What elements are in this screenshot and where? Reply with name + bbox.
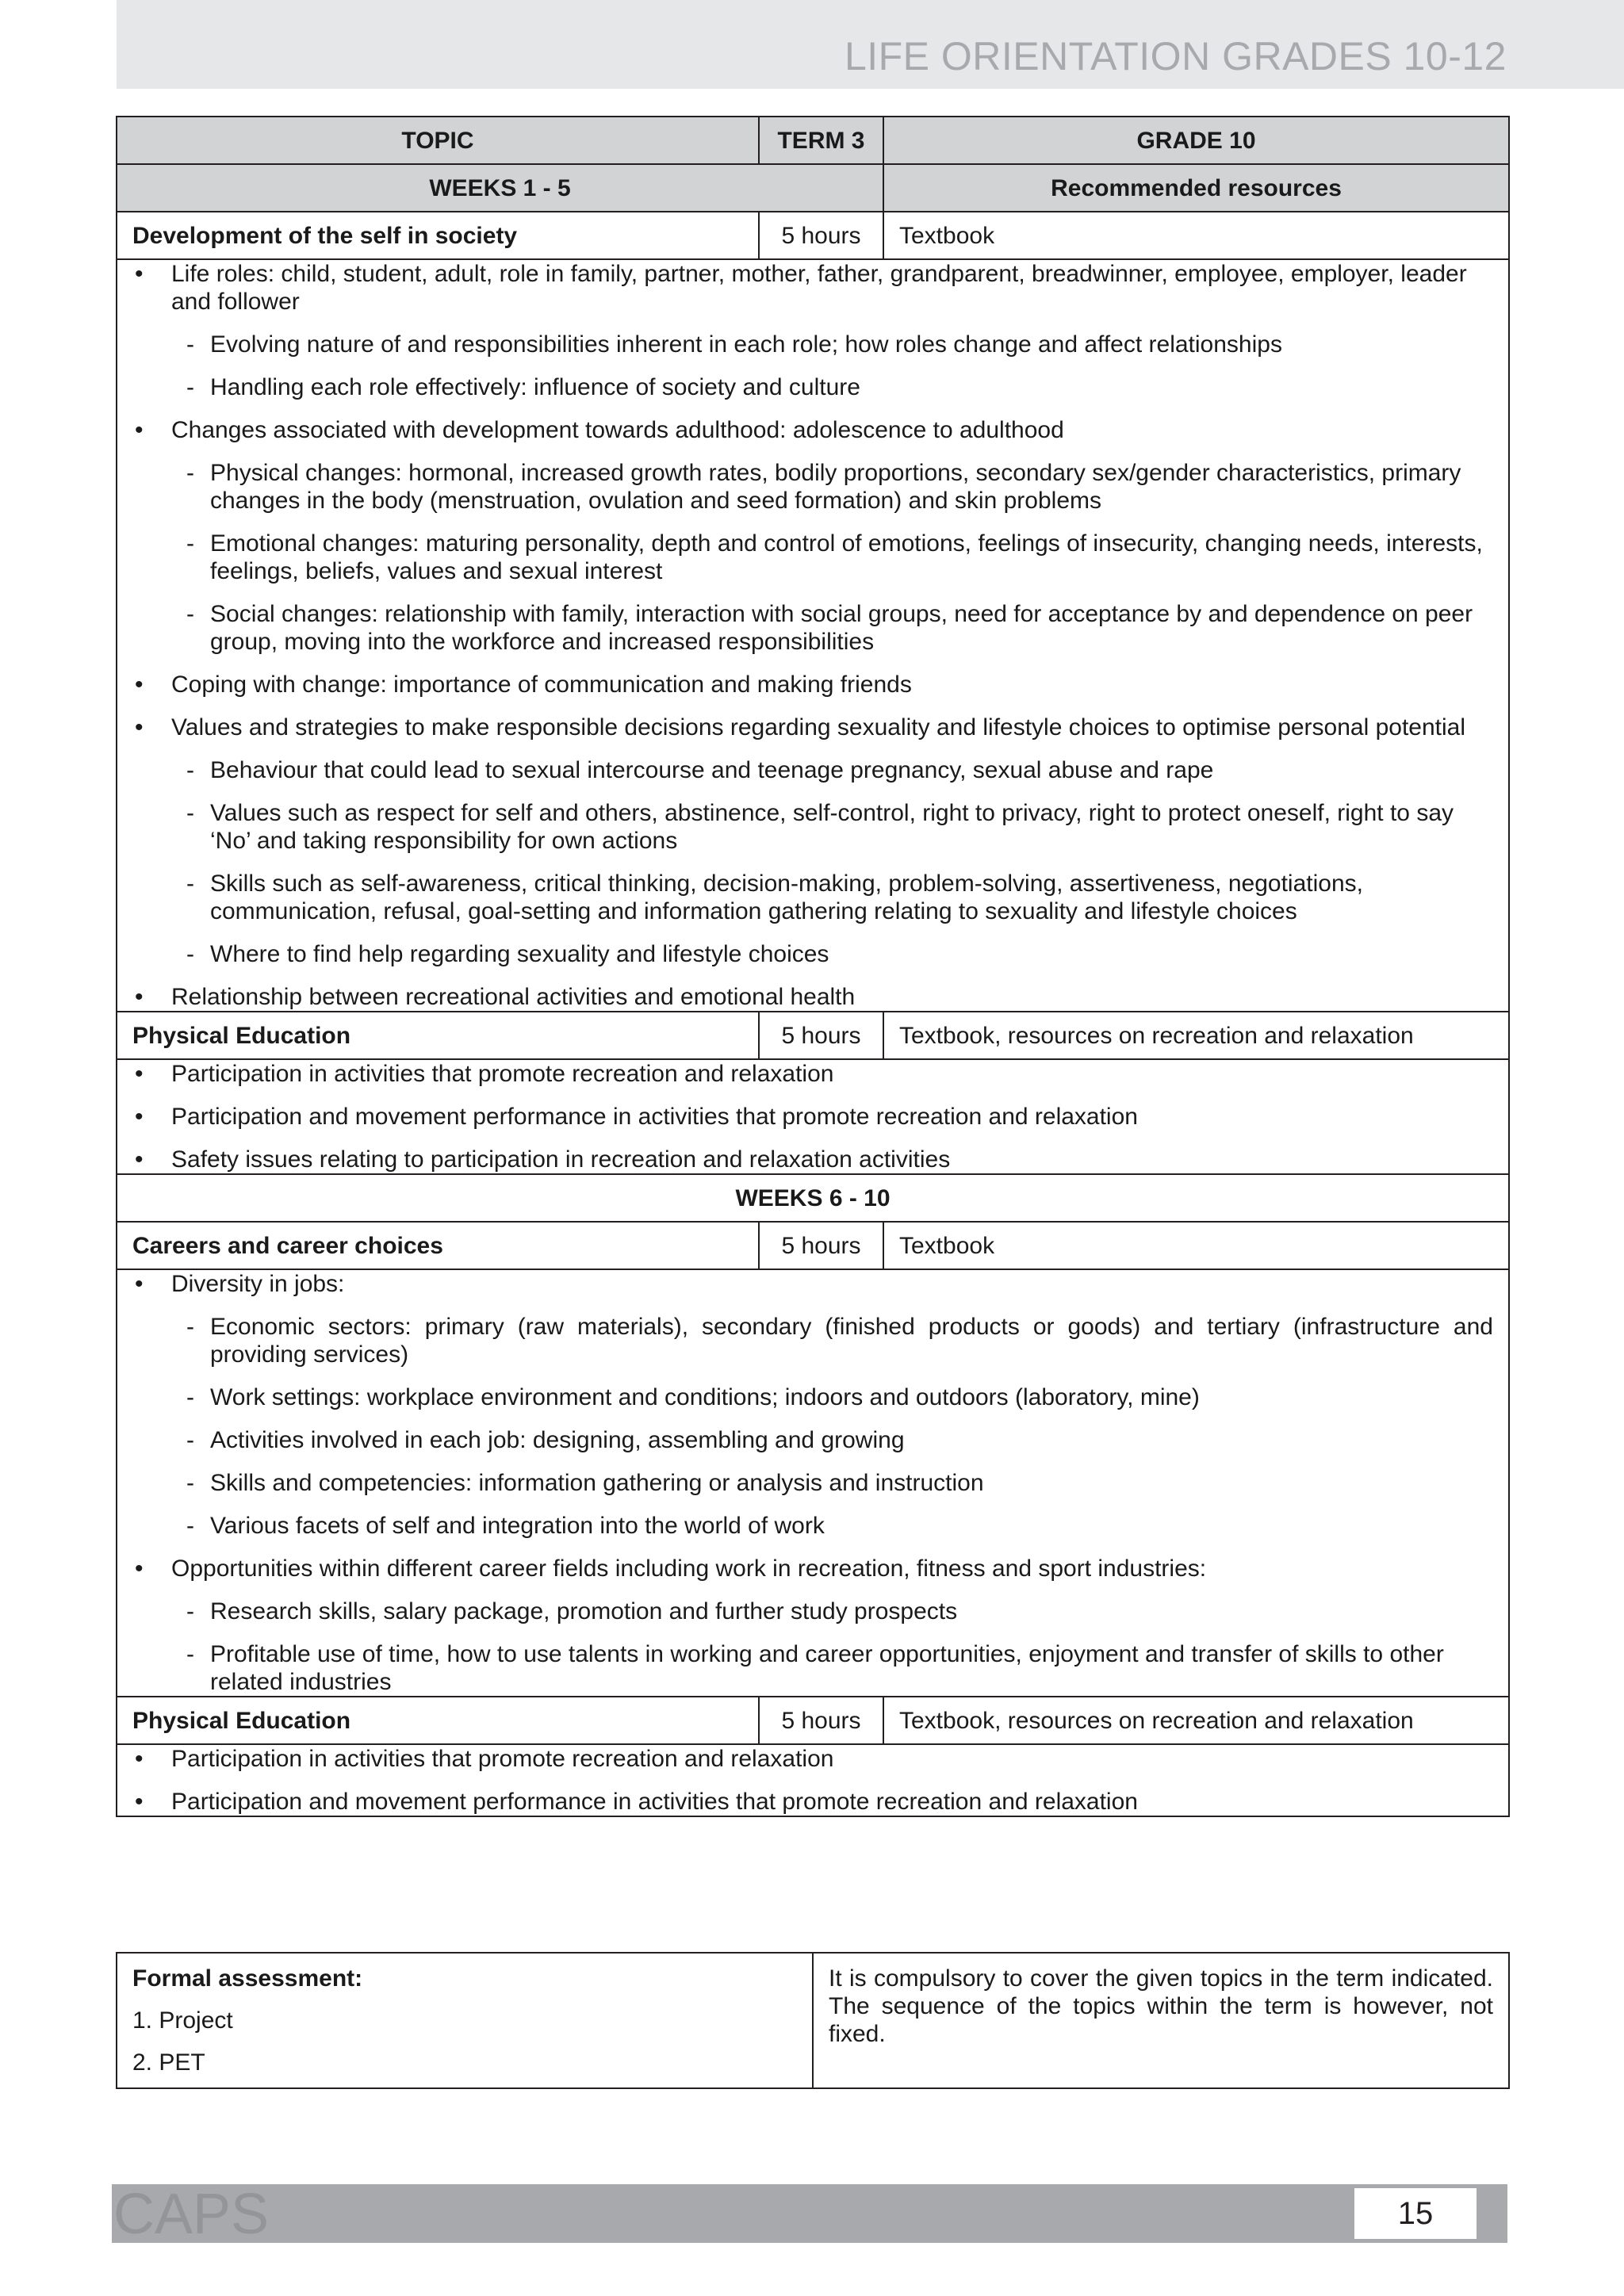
topic-name: Development of the self in society	[117, 212, 759, 259]
list-subitem: - Work settings: workplace environment and conditions; indoors and outdoors (laboratory, mine)	[132, 1383, 1493, 1411]
topic-name: Physical Education	[117, 1697, 759, 1744]
col-header-topic: TOPIC	[117, 117, 759, 164]
topic-content	[117, 1269, 1509, 1697]
topic-resources: Textbook	[883, 212, 1509, 259]
list-item: • Safety issues relating to participation in recreation and relaxation activities	[132, 1146, 1493, 1173]
topic-hours: 5 hours	[759, 1012, 883, 1059]
list-item: • Life roles: child, student, adult, role in family, partner, mother, father, grandparent, breadwinner, employee, employer, leader and follower	[132, 260, 1493, 316]
list-subitem: - Social changes: relationship with family, interaction with social groups, need for acceptance by and dependence on peer group, moving into the workforce and increased responsibilities	[132, 600, 1493, 656]
topic-content-row	[117, 1744, 1509, 1816]
table-header-row	[117, 117, 1509, 164]
topic-content	[117, 259, 1509, 1012]
weeks-1-5-header: WEEKS 1 - 5	[117, 164, 883, 212]
assessment-item: 2. PET	[132, 2049, 205, 2076]
formal-assessment-cell	[117, 1953, 813, 2088]
formal-assessment-label: Formal assessment:	[132, 1965, 363, 1992]
weeks-6-10-row	[117, 1174, 1509, 1222]
footer-brand: CAPS	[113, 2183, 270, 2246]
col-header-grade: GRADE 10	[883, 117, 1509, 164]
list-subitem: - Economic sectors: primary (raw materials), secondary (finished products or goods) and tertiary (infrastructure and providing services)	[132, 1313, 1493, 1368]
list-subitem: - Values such as respect for self and others, abstinence, self-control, right to privacy, right to protect oneself, right to say ‘No’ and taking responsibility for own actions	[132, 799, 1493, 855]
topic-content	[117, 1744, 1509, 1816]
topic-content-row	[117, 1059, 1509, 1174]
list-subitem: - Behaviour that could lead to sexual intercourse and teenage pregnancy, sexual abuse and rape	[132, 756, 1493, 784]
list-subitem: - Skills and competencies: information gathering or analysis and instruction	[132, 1469, 1493, 1497]
list-item: • Relationship between recreational activities and emotional health	[132, 983, 1493, 1011]
topic-content-row	[117, 1269, 1509, 1697]
list-subitem: - Physical changes: hormonal, increased growth rates, bodily proportions, secondary sex/gender characteristics, primary changes in the body (menstruation, ovulation and seed formation) and skin problems	[132, 459, 1493, 515]
topic-row	[117, 1697, 1509, 1744]
col-header-term: TERM 3	[759, 117, 883, 164]
list-item: • Participation and movement performance in activities that promote recreation and relaxation	[132, 1788, 1493, 1816]
topic-content-row	[117, 259, 1509, 1012]
topic-resources: Textbook	[883, 1222, 1509, 1269]
topic-name: Physical Education	[117, 1012, 759, 1059]
footer-band	[112, 2183, 1507, 2246]
list-subitem: - Handling each role effectively: influence of society and culture	[132, 373, 1493, 401]
table-subheader-row	[117, 164, 1509, 212]
list-item: • Opportunities within different career fields including work in recreation, fitness and sport industries:	[132, 1555, 1493, 1582]
list-subitem: - Various facets of self and integration into the world of work	[132, 1512, 1493, 1540]
list-subitem: - Where to find help regarding sexuality and lifestyle choices	[132, 940, 1493, 968]
topic-resources: Textbook, resources on recreation and relaxation	[883, 1697, 1509, 1744]
list-item: • Participation in activities that promote recreation and relaxation	[132, 1745, 1493, 1773]
list-subitem: - Profitable use of time, how to use talents in working and career opportunities, enjoyment and transfer of skills to other related industries	[132, 1640, 1493, 1696]
topic-content	[117, 1059, 1509, 1174]
topic-hours: 5 hours	[759, 212, 883, 259]
list-item: • Participation and movement performance in activities that promote recreation and relaxation	[132, 1103, 1493, 1131]
topic-row	[117, 1012, 1509, 1059]
topic-row	[117, 212, 1509, 259]
curriculum-table	[116, 116, 1510, 1817]
page-header-title: LIFE ORIENTATION GRADES 10-12	[844, 34, 1507, 78]
list-subitem: - Emotional changes: maturing personality, depth and control of emotions, feelings of insecurity, changing needs, interests, feelings, beliefs, values and sexual interest	[132, 530, 1493, 585]
topic-hours: 5 hours	[759, 1697, 883, 1744]
list-item: • Coping with change: importance of communication and making friends	[132, 671, 1493, 698]
list-subitem: - Activities involved in each job: designing, assembling and growing	[132, 1426, 1493, 1454]
assessment-note: It is compulsory to cover the given topics in the term indicated. The sequence of the topics within the term is however, not fixed.	[813, 1953, 1509, 2088]
list-item: • Values and strategies to make responsible decisions regarding sexuality and lifestyle choices to optimise personal potential	[132, 714, 1493, 741]
list-subitem: - Evolving nature of and responsibilities inherent in each role; how roles change and affect relationships	[132, 331, 1493, 358]
recommended-resources-header: Recommended resources	[883, 164, 1509, 212]
topic-name: Careers and career choices	[117, 1222, 759, 1269]
page-number: 15	[1354, 2188, 1477, 2239]
topic-resources: Textbook, resources on recreation and relaxation	[883, 1012, 1509, 1059]
list-item: • Diversity in jobs:	[132, 1270, 1493, 1298]
list-item: • Participation in activities that promote recreation and relaxation	[132, 1060, 1493, 1088]
list-subitem: - Research skills, salary package, promotion and further study prospects	[132, 1598, 1493, 1625]
weeks-6-10-header: WEEKS 6 - 10	[117, 1174, 1509, 1222]
topic-row	[117, 1222, 1509, 1269]
topic-hours: 5 hours	[759, 1222, 883, 1269]
list-item: • Changes associated with development towards adulthood: adolescence to adulthood	[132, 416, 1493, 444]
assessment-table	[116, 1952, 1510, 2089]
list-subitem: - Skills such as self-awareness, critical thinking, decision-making, problem-solving, assertiveness, negotiations, communication, refusal, goal-setting and information gathering relating to sexuality and lifestyle choices	[132, 870, 1493, 925]
assessment-item: 1. Project	[132, 2007, 233, 2034]
